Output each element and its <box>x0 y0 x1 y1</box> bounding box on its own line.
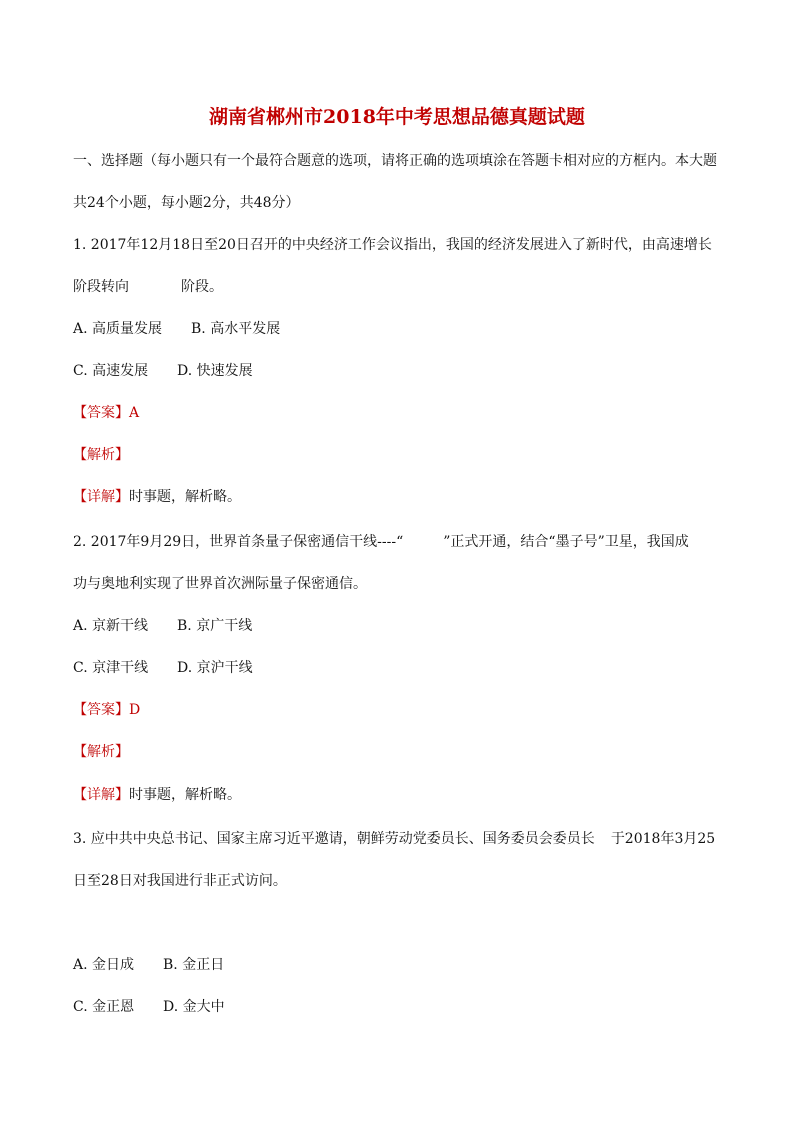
q3-stem-line-2: 日至28日对我国进行非正式访问。 <box>73 873 287 889</box>
q1-answer-value: A <box>129 405 140 421</box>
q1-answer-label: 【答案】 <box>73 405 129 421</box>
q3-option-c: C. 金正恩 <box>73 999 135 1015</box>
q2-answer <box>73 700 140 720</box>
q1-stem-line-1: 1. 2017年12月18日至20日召开的中央经济工作会议指出，我国的经济发展进入了新时代，由高速增长 <box>73 237 712 253</box>
page-title: 湖南省郴州市2018年中考思想品德真题试题 <box>209 106 585 128</box>
q2-options-row-2 <box>73 658 253 678</box>
q2-answer-label: 【答案】 <box>73 702 129 718</box>
q1-option-b: B. 高水平发展 <box>191 321 281 337</box>
q1-analysis-label: 【解析】 <box>73 447 129 463</box>
q2-option-c: C. 京津干线 <box>73 660 149 676</box>
q1-option-a: A. 高质量发展 <box>73 321 163 337</box>
q3-options-row-1 <box>73 955 224 975</box>
q1-detail-text: 时事题，解析略。 <box>129 489 241 505</box>
q2-detail-label: 【详解】 <box>73 787 129 803</box>
q3-stem-line-1 <box>73 829 715 849</box>
q3-option-a: A. 金日成 <box>73 957 135 973</box>
q3-option-b: B. 金正日 <box>163 957 225 973</box>
q1-option-d: D. 快速发展 <box>177 363 253 379</box>
q1-options-row-1 <box>73 319 280 339</box>
q2-stem-line-1 <box>73 532 689 552</box>
q3-stem-line-1-end: 于2018年3月25 <box>610 831 716 847</box>
q2-analysis-label: 【解析】 <box>73 744 129 760</box>
q3-options-row-2 <box>73 997 225 1017</box>
q1-stem-line-2-end: 阶段。 <box>181 279 223 295</box>
q2-option-d: D. 京沪干线 <box>177 660 253 676</box>
q2-stem-line-1-start: 2. 2017年9月29日，世界首条量子保密通信干线----“ <box>73 534 404 550</box>
q1-stem-line-2-start: 阶段转向 <box>73 279 129 295</box>
q2-detail-text: 时事题，解析略。 <box>129 787 241 803</box>
q2-option-a: A. 京新干线 <box>73 618 149 634</box>
q2-answer-value: D <box>129 702 141 718</box>
q2-detail <box>73 785 241 805</box>
q1-options-row-2 <box>73 361 253 381</box>
q3-option-d: D. 金大中 <box>163 999 225 1015</box>
q2-options-row-1 <box>73 616 252 636</box>
q2-stem-line-2: 功与奥地利实现了世界首次洲际量子保密通信。 <box>73 576 367 592</box>
q2-stem-line-1-end: ”正式开通，结合“墨子号”卫星，我国成 <box>443 534 689 550</box>
section-instructions-line-1: 一、选择题（每小题只有一个最符合题意的选项，请将正确的选项填涂在答题卡相对应的方框内。本大题 <box>73 153 717 169</box>
q2-option-b: B. 京广干线 <box>177 618 253 634</box>
q1-option-c: C. 高速发展 <box>73 363 149 379</box>
q1-detail-label: 【详解】 <box>73 489 129 505</box>
q1-stem-line-2 <box>73 277 223 297</box>
q1-answer <box>73 403 139 423</box>
q3-stem-line-1-start: 3. 应中共中央总书记、国家主席习近平邀请，朝鲜劳动党委员长、国务委员会委员长 <box>73 831 595 847</box>
q1-detail <box>73 487 241 507</box>
section-instructions-line-2: 共24个小题，每小题2分，共48分） <box>73 195 300 211</box>
